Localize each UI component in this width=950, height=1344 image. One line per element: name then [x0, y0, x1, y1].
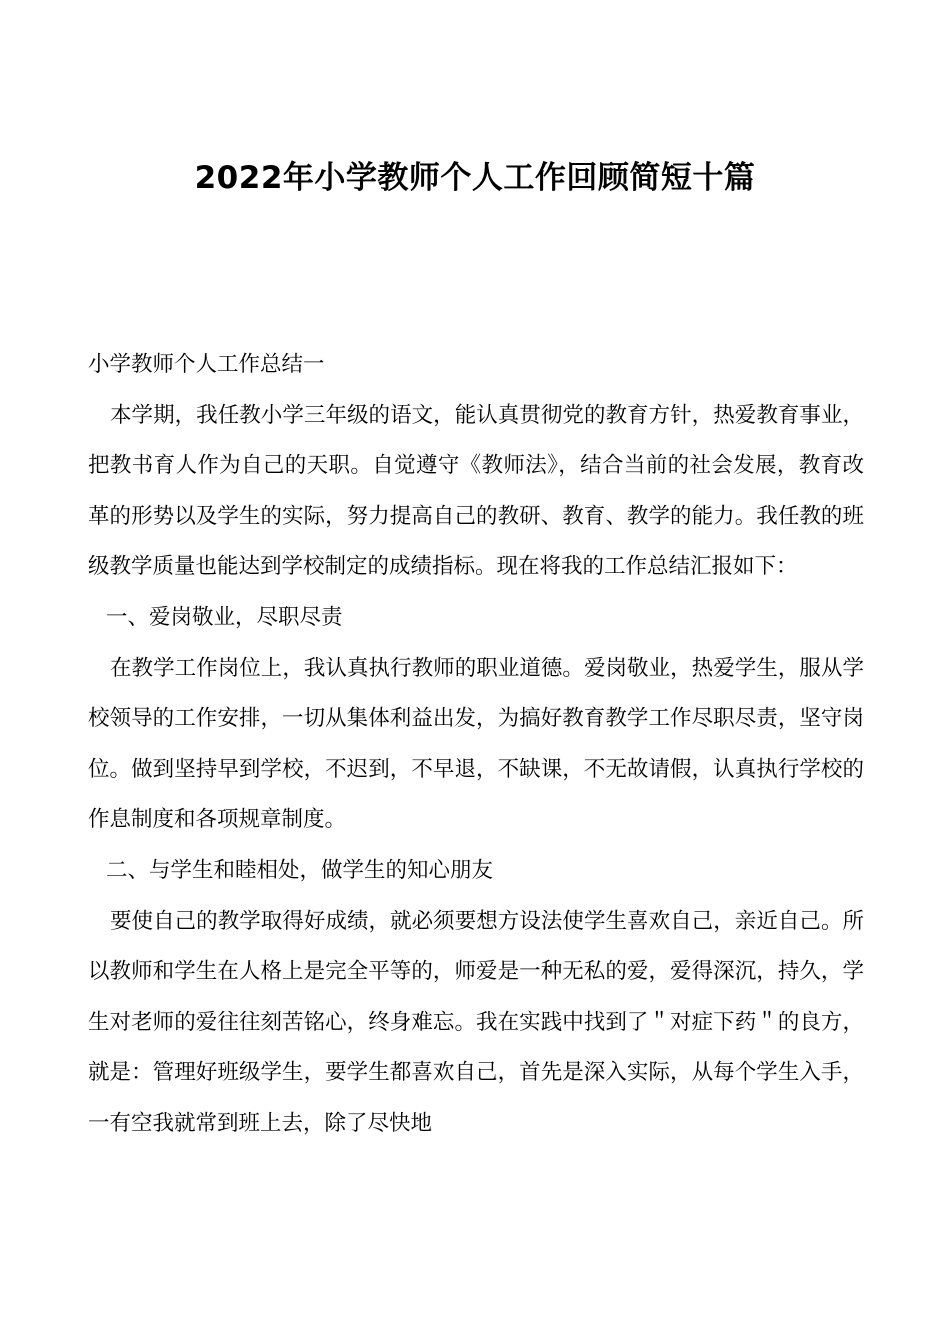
subsection-heading: 二、与学生和睦相处，做学生的知心朋友	[106, 857, 494, 883]
section-heading: 小学教师个人工作总结一	[88, 352, 325, 377]
paragraph: 在教学工作岗位上，我认真执行教师的职业道德。爱岗敬业，热爱学生，服从学校领导的工作安排，一切从集体利益出发，为搞好教育教学工作尽职尽责，坚守岗位。做到坚持早到学校，不迟到，不早退，不缺课，不无故请假，认真执行学校的作息制度和各项规章制度。	[88, 655, 864, 833]
paragraph: 本学期，我任教小学三年级的语文，能认真贯彻党的教育方针，热爱教育事业，把教书育人作为自己的天职。自觉遵守《教师法》，结合当前的社会发展，教育改革的形势以及学生的实际，努力提高自己的教研、教育、教学的能力。我任教的班级教学质量也能达到学校制定的成绩指标。现在将我的工作总结汇报如下：	[88, 402, 864, 580]
subsection-heading: 一、爱岗敬业，尽职尽责	[106, 604, 343, 630]
paragraph: 要使自己的教学取得好成绩，就必须要想方设法使学生喜欢自己，亲近自己。所以教师和学生在人格上是完全平等的，师爱是一种无私的爱，爱得深沉，持久，学生对老师的爱往往刻苦铭心，终身难忘。我在实践中找到了＂对症下药＂的良方，就是：管理好班级学生，要学生都喜欢自己，首先是深入实际，从每个学生入手，一有空我就常到班上去，除了尽快地	[88, 908, 864, 1136]
document-body	[88, 340, 864, 1150]
document-title: 2022年小学教师个人工作回顾简短十篇	[194, 160, 756, 196]
